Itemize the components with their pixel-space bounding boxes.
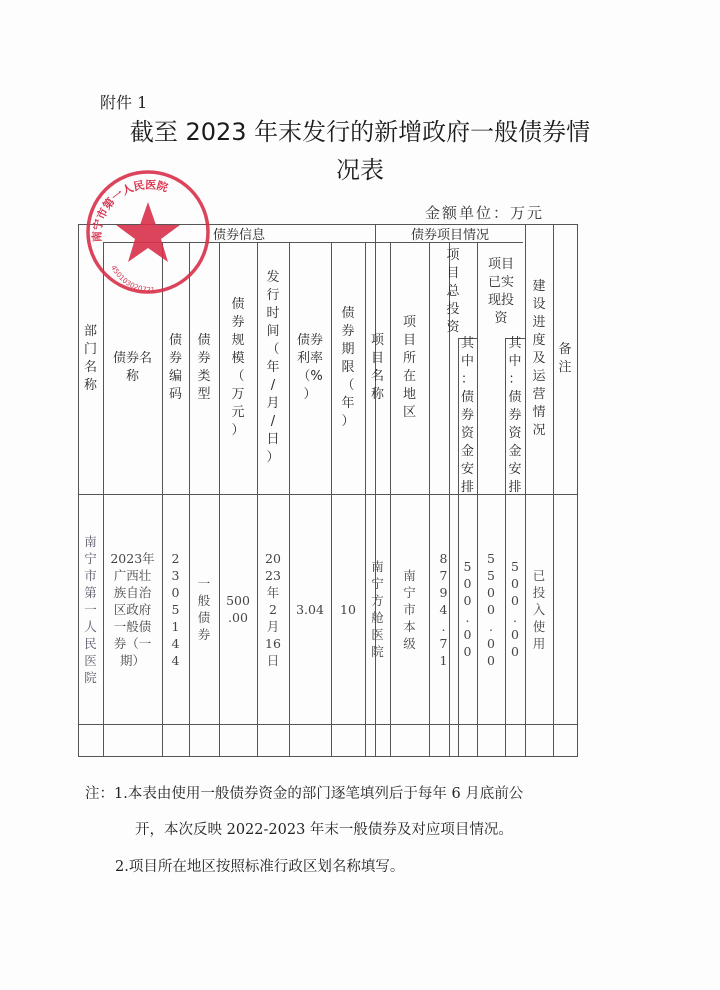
cell-rate: 3.04 <box>296 601 324 617</box>
cell-total-invest: 8 7 9 4 . 7 1 <box>439 550 448 668</box>
header-remark: 备 注 <box>558 342 572 375</box>
cell-bond-scale: 500 .00 <box>226 593 250 625</box>
cell-bond-code: 2 3 0 5 1 4 4 <box>171 550 180 668</box>
cell-bond-name: 2023年 广西壮 族自治 区政府 一般债 券（一 期） <box>110 550 155 668</box>
official-seal-icon <box>83 167 213 297</box>
cell-term: 10 <box>340 601 356 617</box>
bond-table <box>78 224 578 760</box>
header-total-invest: 项 目 总 投 资 <box>446 248 460 335</box>
header-actual-invest-bond: 其 中 ： 债 券 资 金 安 排 <box>508 336 522 495</box>
table-border-right <box>577 224 578 757</box>
header-total-invest-bond: 其 中 ： 债 券 资 金 安 排 <box>460 336 474 495</box>
svg-text:450103020721: 450103020721 <box>109 264 156 295</box>
header-bond-code: 债 券 编 码 <box>168 333 182 402</box>
header-term: 债 券 期 限 （ 年 ） <box>341 306 355 429</box>
cell-bond-type: 一 般 债 券 <box>197 576 211 642</box>
header-project-region: 项 目 所 在 地 区 <box>402 315 416 420</box>
header-bond-scale: 债 券 规 模 （ 万 元 ） <box>231 297 245 438</box>
empty-row-divider <box>78 724 578 725</box>
group-header-bond-info: 债券信息 <box>212 227 265 243</box>
header-project-name: 项 目 名 称 <box>370 333 384 402</box>
attachment-label: 附件 1 <box>100 93 148 112</box>
unit-label: 金额单位：万元 <box>425 204 545 222</box>
header-bond-type: 债 券 类 型 <box>197 333 211 402</box>
note-line-1: 注：1.本表由使用一般债券资金的部门逐笔填列后于每年 6 月底前公 <box>85 786 524 802</box>
header-actual-invest: 项目 已实 现投 资 <box>487 257 514 326</box>
header-dept: 部 门 名 称 <box>83 324 97 393</box>
cell-actual-invest: 5 5 0 0 . 0 0 <box>487 550 495 668</box>
cell-issue-date: 20 23 年 2 月 16 日 <box>265 550 281 668</box>
cell-project-name: 南 宁 方 舱 医 院 <box>371 559 384 659</box>
cell-total-invest-bond: 5 0 0 . 0 0 <box>463 559 472 659</box>
header-rate: 债券 利率 （% ） <box>296 333 323 402</box>
table-border-bottom <box>78 756 578 757</box>
cell-dept: 南 宁 市 第 一 人 民 医 院 <box>84 533 97 685</box>
header-issue-date: 发 行 时 间 （ 年 / 月 / 日 ） <box>266 270 280 465</box>
note-line-2: 开，本次反映 2022-2023 年末一般债券及对应项目情况。 <box>135 822 513 838</box>
group-header-project-info: 债券项目情况 <box>410 227 489 243</box>
cell-remark <box>553 494 577 724</box>
header-bond-name: 债券名 称 <box>112 351 152 384</box>
svg-text:南宁市第一人民医院: 南宁市第一人民医院 <box>90 178 170 243</box>
cell-progress: 已 投 入 使 用 <box>532 567 546 651</box>
cell-actual-invest-bond: 5 0 0 . 0 0 <box>511 559 519 659</box>
header-progress: 建 设 进 度 及 运 营 情 况 <box>532 279 546 438</box>
page-title: 截至 2023 年末发行的新增政府一般债券情 <box>129 118 591 146</box>
note-line-3: 2.项目所在地区按照标准行政区划名称填写。 <box>115 859 405 875</box>
page-title-continued: 况表 <box>336 156 384 184</box>
cell-project-region: 南 宁 市 本 级 <box>403 567 416 651</box>
